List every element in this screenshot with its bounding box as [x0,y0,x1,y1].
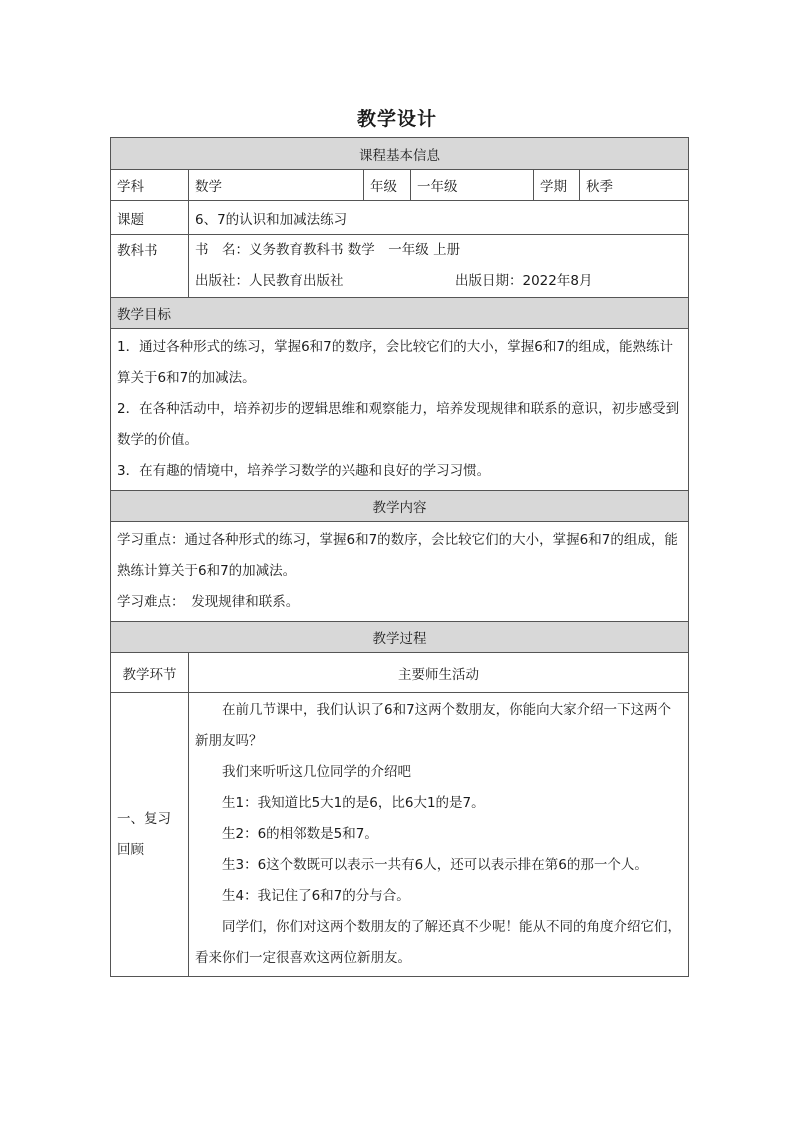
publish-date: 出版日期：2022年8月 [455,273,593,289]
term-value: 秋季 [580,170,689,201]
difficulty: 学习难点： 发现规律和联系。 [117,594,300,610]
goals-header: 教学目标 [111,298,689,329]
publisher: 出版社：人民教育出版社 [195,273,344,289]
stage-cell [111,693,189,977]
goal-item: 1．通过各种形式的练习，掌握6和7的数序，会比较它们的大小，掌握6和7的组成，能熟练计算关于6和7的加减法。 [117,339,673,386]
activity-paragraph: 在前几节课中，我们认识了6和7这两个数朋友，你能向大家介绍一下这两个新朋友吗？ [195,702,672,749]
document-title: 教学设计 [356,108,437,130]
stage-column-header: 教学环节 [111,653,189,693]
topic-row [111,201,689,235]
textbook-label: 教科书 [111,235,189,298]
goal-item: 3．在有趣的情境中，培养学习数学的兴趣和良好的学习习惯。 [117,463,491,479]
term-label: 学期 [534,170,580,201]
textbook-details [189,235,689,298]
activity-paragraph: 生2：6的相邻数是5和7。 [222,826,378,842]
info-header-row [111,138,689,170]
process-header: 教学过程 [111,622,689,653]
goals-cell [111,329,689,491]
process-header-row [111,622,689,653]
activity-paragraph: 生1：我知道比5大1的是6，比6大1的是7。 [222,795,485,811]
grade-label: 年级 [364,170,411,201]
book-name-line [195,235,682,266]
info-header: 课程基本信息 [111,138,689,170]
goals-row [111,329,689,491]
book-name: 书 名：义务教育教科书 数学 一年级 上册 [195,242,461,258]
lesson-plan-table [110,137,689,977]
activity-column-header: 主要师生活动 [189,653,689,693]
content-cell [111,522,689,622]
grade-value: 一年级 [411,170,534,201]
activity-paragraph: 我们来听听这几位同学的介绍吧 [222,764,411,780]
activity-paragraph: 生3：6这个数既可以表示一共有6人，还可以表示排在第6的那一个人。 [222,857,648,873]
subject-row [111,170,689,201]
key-point: 学习重点：通过各种形式的练习，掌握6和7的数序，会比较它们的大小，掌握6和7的组成，能熟练计算关于6和7的加减法。 [117,532,678,579]
content-row [111,522,689,622]
process-columns-row [111,653,689,693]
goals-header-row [111,298,689,329]
goal-item: 2．在各种活动中，培养初步的逻辑思维和观察能力，培养发现规律和联系的意识，初步感受到数学的价值。 [117,401,680,448]
topic-value: 6、7的认识和加减法练习 [189,201,689,235]
content-header-row [111,491,689,522]
review-stage-row [111,693,689,977]
activity-paragraph: 同学们，你们对这两个数朋友的了解还真不少呢！能从不同的角度介绍它们，看来你们一定很喜欢这两位新朋友。 [195,919,681,966]
publisher-line [195,266,682,297]
stage-name-line1: 一、复习 [117,810,171,827]
subject-label: 学科 [111,170,189,201]
content-header: 教学内容 [111,491,689,522]
activity-cell [189,693,689,977]
textbook-row [111,235,689,298]
stage-name-line2: 回顾 [117,841,144,858]
topic-label: 课题 [111,201,189,235]
subject-value: 数学 [189,170,364,201]
activity-paragraph: 生4：我记住了6和7的分与合。 [222,888,410,904]
